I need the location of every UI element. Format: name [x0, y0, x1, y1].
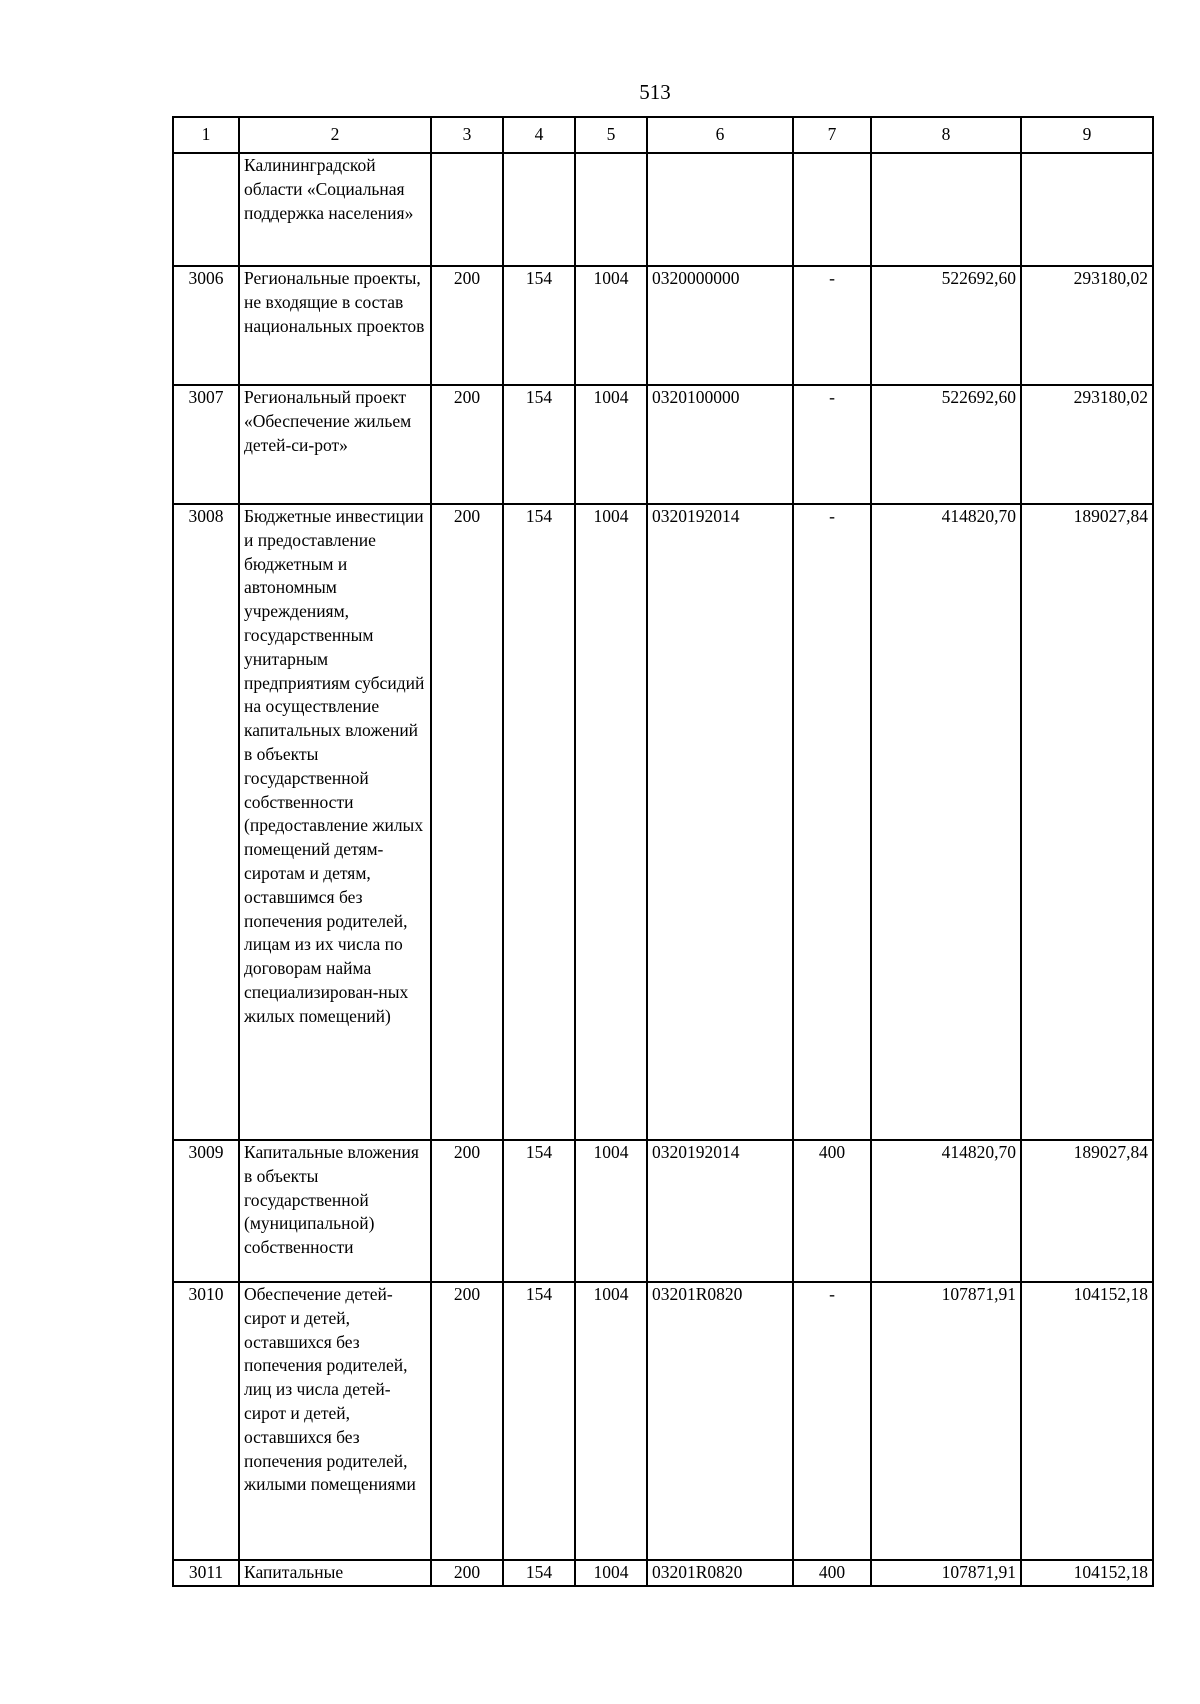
row-col6: 0320192014: [647, 1140, 793, 1282]
row-col9: 293180,02: [1021, 385, 1153, 504]
row-code: 3010: [173, 1282, 239, 1560]
row-col9: 104152,18: [1021, 1282, 1153, 1560]
header-cell-6: 6: [647, 117, 793, 153]
row-col3: 200: [431, 1560, 503, 1586]
row-col3: [431, 153, 503, 266]
page-number: 513: [639, 80, 671, 104]
table-row: [173, 1140, 1153, 1282]
row-col8: 414820,70: [871, 504, 1021, 1140]
row-col7: -: [793, 1282, 871, 1560]
row-col3: 200: [431, 1282, 503, 1560]
row-col8: [871, 153, 1021, 266]
row-col7: -: [793, 266, 871, 385]
row-description: Обеспечение детей-сирот и детей, оставшихся без попечения родителей, лиц из числа детей-сирот и детей, оставшихся без попечения родителей, жилыми помещениями: [239, 1282, 431, 1560]
row-col4: 154: [503, 385, 575, 504]
table-row: [173, 385, 1153, 504]
budget-table: [172, 116, 1154, 1587]
row-col9: 189027,84: [1021, 1140, 1153, 1282]
table-row: [173, 1560, 1153, 1586]
row-col6: 03201R0820: [647, 1282, 793, 1560]
header-cell-5: 5: [575, 117, 647, 153]
header-cell-4: 4: [503, 117, 575, 153]
row-col5: 1004: [575, 504, 647, 1140]
header-cell-9: 9: [1021, 117, 1153, 153]
row-description: Капитальные вложения в объекты государственной (муниципальной) собственности: [239, 1140, 431, 1282]
header-cell-7: 7: [793, 117, 871, 153]
row-col4: 154: [503, 504, 575, 1140]
row-col8: 107871,91: [871, 1560, 1021, 1586]
row-col8: 107871,91: [871, 1282, 1021, 1560]
row-description: Бюджетные инвестиции и предоставление бюджетным и автономным учреждениям, государственным унитарным предприятиям субсидий на осуществление капитальных вложений в объекты государственной собственности (предоставление жилых помещений детям-сиротам и детям, оставшимся без попечения родителей, лицам из их числа по договорам найма специализирован-ных жилых помещений): [239, 504, 431, 1140]
table-header: [173, 117, 1153, 153]
header-cell-3: 3: [431, 117, 503, 153]
row-col5: 1004: [575, 1282, 647, 1560]
table-row: [173, 1282, 1153, 1560]
row-col6: 0320000000: [647, 266, 793, 385]
row-col8: 522692,60: [871, 385, 1021, 504]
table-row: [173, 266, 1153, 385]
row-col6: [647, 153, 793, 266]
row-col4: 154: [503, 1560, 575, 1586]
row-col7: -: [793, 385, 871, 504]
row-col5: 1004: [575, 1560, 647, 1586]
row-description: Региональный проект «Обеспечение жильем детей-си-рот»: [239, 385, 431, 504]
row-col4: 154: [503, 266, 575, 385]
row-col5: 1004: [575, 1140, 647, 1282]
row-col7: 400: [793, 1560, 871, 1586]
row-col4: 154: [503, 1140, 575, 1282]
row-col4: 154: [503, 1282, 575, 1560]
row-description: Калининградской области «Социальная поддержка населения»: [239, 153, 431, 266]
row-code: 3011: [173, 1560, 239, 1586]
header-cell-2: 2: [239, 117, 431, 153]
row-col9: 293180,02: [1021, 266, 1153, 385]
row-col8: 522692,60: [871, 266, 1021, 385]
row-description: Капитальные: [239, 1560, 431, 1586]
header-cell-8: 8: [871, 117, 1021, 153]
row-col5: 1004: [575, 385, 647, 504]
row-col3: 200: [431, 1140, 503, 1282]
row-col9: 189027,84: [1021, 504, 1153, 1140]
row-code: 3008: [173, 504, 239, 1140]
row-col5: 1004: [575, 266, 647, 385]
row-col4: [503, 153, 575, 266]
table-row: [173, 504, 1153, 1140]
table-body: [173, 153, 1153, 1586]
row-col8: 414820,70: [871, 1140, 1021, 1282]
row-col3: 200: [431, 504, 503, 1140]
row-col3: 200: [431, 385, 503, 504]
row-code: 3009: [173, 1140, 239, 1282]
row-col6: 03201R0820: [647, 1560, 793, 1586]
row-description: Региональные проекты, не входящие в состав национальных проектов: [239, 266, 431, 385]
row-code: 3006: [173, 266, 239, 385]
row-col3: 200: [431, 266, 503, 385]
header-cell-1: 1: [173, 117, 239, 153]
row-col7: [793, 153, 871, 266]
header-row: [173, 117, 1153, 153]
row-code: 3007: [173, 385, 239, 504]
row-col6: 0320100000: [647, 385, 793, 504]
row-col6: 0320192014: [647, 504, 793, 1140]
row-col9: 104152,18: [1021, 1560, 1153, 1586]
row-col7: -: [793, 504, 871, 1140]
row-col5: [575, 153, 647, 266]
row-col9: [1021, 153, 1153, 266]
row-col7: 400: [793, 1140, 871, 1282]
table-row: [173, 153, 1153, 266]
row-code: [173, 153, 239, 266]
